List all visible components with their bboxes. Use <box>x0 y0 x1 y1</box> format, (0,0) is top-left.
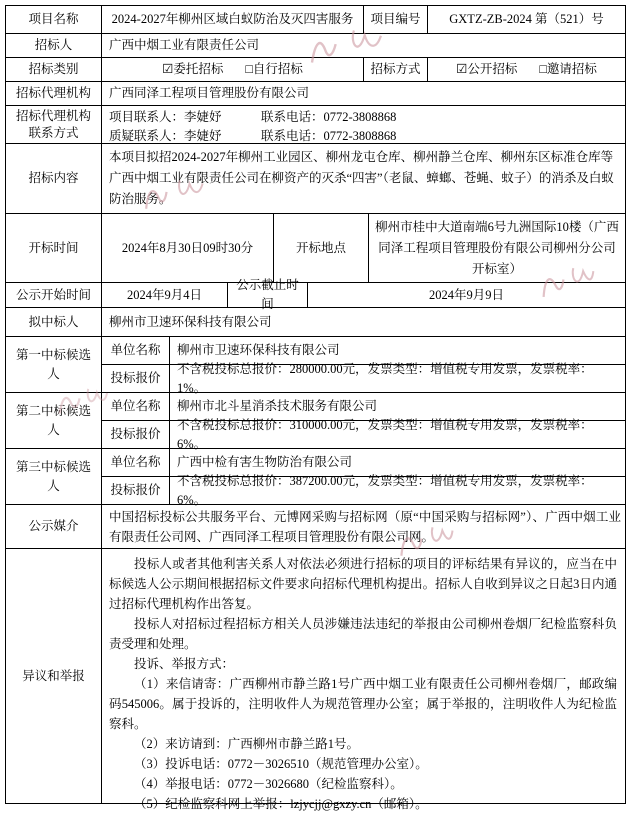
row-tenderee <box>6 34 625 58</box>
contact-line-project <box>102 108 625 127</box>
category-options <box>102 58 364 81</box>
agency-contact-label-line1: 招标代理机构 <box>15 108 91 123</box>
tenderee-label: 招标人 <box>6 34 102 57</box>
row-candidate-1 <box>6 337 625 393</box>
media-value <box>102 505 625 548</box>
candidate-1-details <box>102 337 625 395</box>
candidate-1-group-label: 第一中标候选人 <box>6 337 102 392</box>
objection-paragraph: 投标人或者其他利害关系人对依法必须进行招标的项目的评标结果有异议的，应当在中标候选人公示期间根据招标文件要求向招标代理机构提出。招标人自收到异议之日起3日内通过招标代理机构作出答复。 <box>109 557 617 611</box>
method-label: 招标方式 <box>364 58 428 81</box>
category-label: 招标类别 <box>6 58 102 81</box>
agency-contact-value <box>102 106 625 143</box>
objection-paragraph: （5）纪检监察科网上举报：lzjycjj@gxzy.cn（邮箱）。 <box>134 797 428 811</box>
objection-paragraph: （4）举报电话：0772－3026680（纪检监察科）。 <box>134 777 403 791</box>
checkbox-option-invited-unchecked: □邀请招标 <box>539 62 597 77</box>
candidate-1-price-row <box>102 361 625 395</box>
candidate-price-value: 不含税投标总报价：280000.00元，发票类型：增值税专用发票，发票税率：1%。 <box>177 361 593 395</box>
checkbox-option-open-checked: ☑公开招标 <box>456 62 518 77</box>
opening-time-value: 2024年8月30日09时30分 <box>102 214 274 282</box>
row-publicity <box>6 278 625 311</box>
content-label: 招标内容 <box>6 144 102 213</box>
row-project <box>6 6 625 34</box>
tenderee-value: 广西中烟工业有限责任公司 <box>109 38 260 53</box>
opening-place-value <box>369 214 625 282</box>
method-options <box>428 58 625 81</box>
row-content <box>6 144 625 214</box>
opening-place-text: 柳州市桂中大道南端6号九洲国际10楼（广西同泽工程项目管理股份有限公司柳州分公司开标室） <box>375 219 619 276</box>
publicity-end-label: 公示截止时间 <box>228 283 308 307</box>
media-text: 中国招标投标公共服务平台、元博网采购与招标网（原“中国采购与招标网”）、广西中烟工业有限责任公司网、广西同泽工程项目管理股份有限公司网。 <box>109 509 621 544</box>
objection-paragraph: 投标人对招标过程招标方相关人员涉嫌违法违纪的举报由公司柳州卷烟厂纪检监察科负责受理和处理。 <box>109 617 617 651</box>
row-candidate-2 <box>6 393 625 449</box>
candidate-2-price-row <box>102 417 625 451</box>
candidate-name-label: 单位名称 <box>102 337 170 364</box>
agency-label: 招标代理机构 <box>6 82 102 105</box>
objection-value <box>102 549 625 811</box>
candidate-3-group-label: 第三中标候选人 <box>6 449 102 504</box>
publicity-end-value: 2024年9月9日 <box>428 287 504 302</box>
row-opening <box>6 214 625 283</box>
candidate-2-group-label: 第二中标候选人 <box>6 393 102 448</box>
row-media <box>6 505 625 549</box>
project-name-value: 2024-2027年柳州区域白蚁防治及灭四害服务 <box>102 6 364 33</box>
agency-value: 广西同泽工程项目管理股份有限公司 <box>109 86 310 101</box>
checkbox-option-delegated-checked: ☑委托招标 <box>162 62 224 77</box>
row-agency-contact <box>6 106 625 144</box>
candidate-name-label: 单位名称 <box>102 393 170 420</box>
candidate-name-value: 广西中检有害生物防治有限公司 <box>177 455 353 470</box>
contact-person: 项目联系人：李婕妤 <box>109 110 222 124</box>
contact-line-query <box>102 127 625 146</box>
row-agency <box>6 82 625 106</box>
project-no-value: GXTZ-ZB-2024 第（521）号 <box>449 12 604 27</box>
contact-phone: 联系电话：0772-3808868 <box>261 110 397 124</box>
opening-time-label: 开标时间 <box>6 214 102 282</box>
checkbox-option-self-unchecked: □自行招标 <box>245 62 303 77</box>
content-value <box>102 144 625 213</box>
contact-person: 质疑联系人：李婕妤 <box>109 128 222 143</box>
row-candidate-3 <box>6 449 625 505</box>
proposed-winner-value: 柳州市卫速环保科技有限公司 <box>109 314 272 329</box>
row-category <box>6 58 625 82</box>
publicity-start-label: 公示开始时间 <box>6 283 102 307</box>
candidate-price-value: 不含税投标总报价：387200.00元，发票类型：增值税专用发票，发票税率：6%。 <box>177 473 593 507</box>
row-objection <box>6 549 625 811</box>
objection-paragraph: （3）投诉电话：0772－3026510（规范管理办公室）。 <box>134 757 428 771</box>
candidate-price-label: 投标报价 <box>102 365 170 392</box>
candidate-name-label: 单位名称 <box>102 449 170 476</box>
candidate-price-value: 不含税投标总报价：310000.00元，发票类型：增值税专用发票，发票税率：6%。 <box>177 417 593 451</box>
candidate-2-details <box>102 393 625 451</box>
candidate-name-value: 柳州市北斗星消杀技术服务有限公司 <box>177 399 378 414</box>
agency-contact-label-line2: 联系方式 <box>28 125 79 140</box>
objection-paragraph: （2）来访请到：广西柳州市静兰路1号。 <box>134 737 360 751</box>
row-proposed-winner <box>6 308 625 337</box>
objection-paragraphs <box>109 554 617 814</box>
contact-phone: 联系电话：0772-3808868 <box>261 128 397 143</box>
opening-place-label: 开标地点 <box>274 214 369 282</box>
candidate-name-value: 柳州市卫速环保科技有限公司 <box>177 343 340 358</box>
agency-contact-label <box>6 106 102 143</box>
candidate-price-label: 投标报价 <box>102 477 170 504</box>
publicity-start-value: 2024年9月4日 <box>102 283 228 307</box>
project-name-label: 项目名称 <box>6 6 102 33</box>
objection-label: 异议和举报 <box>6 549 102 803</box>
project-no-label: 项目编号 <box>364 6 428 33</box>
objection-paragraph: （1）来信请寄：广西柳州市静兰路1号广西中烟工业有限责任公司柳州卷烟厂，邮政编码545006。属于投诉的，注明收件人为规范管理办公室；属于举报的，注明收件人为纪检监察科。 <box>109 677 617 731</box>
candidate-3-details <box>102 449 625 507</box>
announcement-table <box>5 5 626 811</box>
proposed-winner-label: 拟中标人 <box>6 308 102 336</box>
content-text: 本项目拟招2024-2027年柳州工业园区、柳州龙屯仓库、柳州静兰仓库、柳州东区标准仓库等广西中烟工业有限责任公司在柳资产的灭杀“四害”（老鼠、蟑螂、苍蝇、蚊子）的消杀及白蚁防治服务。 <box>109 150 614 206</box>
candidate-price-label: 投标报价 <box>102 421 170 448</box>
objection-paragraph: 投诉、举报方式： <box>134 657 235 671</box>
media-label: 公示媒介 <box>6 505 102 548</box>
candidate-3-price-row <box>102 473 625 507</box>
